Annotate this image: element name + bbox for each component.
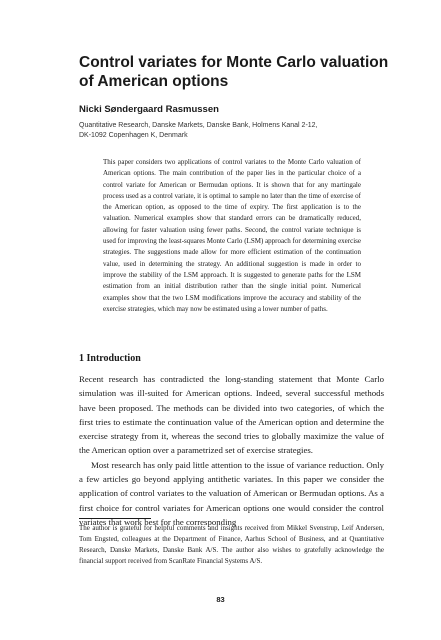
footnote-divider [79,518,151,519]
body-paragraph-2: Most research has only paid little attention to the issue of variance reduction. Only a few articles go beyond applying antithetic variates. In this paper we consider the application of control variates to the valuation of American or Bermudan options. As a first choice for control variates for American options one would consider the control variates that work best for the corresponding [79,459,384,527]
abstract: This paper considers two applications of control variates to the Monte Carlo valuation of American options. The main contribution of the paper lies in the particular choice of a control variate for American or Bermudan options. It is shown that for any martingale process used as a control variate, it is optimal to sample no later than the time of exercise of the American option, as opposed to the time of expiry. The first application is to the valuation. Numerical examples show that standard errors can be dramatically reduced, allowing for faster valuation using fewer paths. Second, the control variate technique is used for improving the least-squares Monte Carlo (LSM) approach for determining exercise strategies. The suggestions made allow for more efficient estimation of the continuation value, used in determining the strategy. An additional suggestion is made in order to improve the stability of the LSM approach. It is suggested to generate paths for the LSM estimation from an initial distribution rather than the single initial point. Numerical examples show that the two LSM modifications improve the accuracy and stability of the exercise strategies, which may now be estimated using a lower number of paths. [103,158,361,313]
affiliation-line-1: Quantitative Research, Danske Markets, Danske Bank, Holmens Kanal 2-12, [79,122,318,129]
footnote: The author is grateful for helpful comments and insights received from Mikkel Svenstrup, Leif Andersen, Tom Engsted, colleagues at the Department of Finance, Aarhus School of Business, and at Quantitative Research, Danske Markets, Danske Bank A/S. The author also wishes to gratefully acknowledge the financial support received from ScanRate Financial Systems A/S. [79,524,384,565]
author-name: Nicki Søndergaard Rasmussen [79,104,219,115]
paper-title: Control variates for Monte Carlo valuation of American options [79,54,389,90]
section-heading: 1 Introduction [79,353,141,364]
page-number: 83 [216,595,225,604]
affiliation-line-2: DK-1092 Copenhagen K, Denmark [79,132,188,139]
body-paragraph-1: Recent research has contradicted the long-standing statement that Monte Carlo simulation was ill-suited for American options. Indeed, several successful methods have been proposed. The methods can be divided into two categories, of which the first tries to estimate the continuation value of the American option and determine the exercise strategy from it, whereas the second tries to globally maximize the value of the American option over a parametrized set of exercise strategies. [79,374,384,456]
section-body [79,372,384,529]
author-affiliation [79,121,379,141]
